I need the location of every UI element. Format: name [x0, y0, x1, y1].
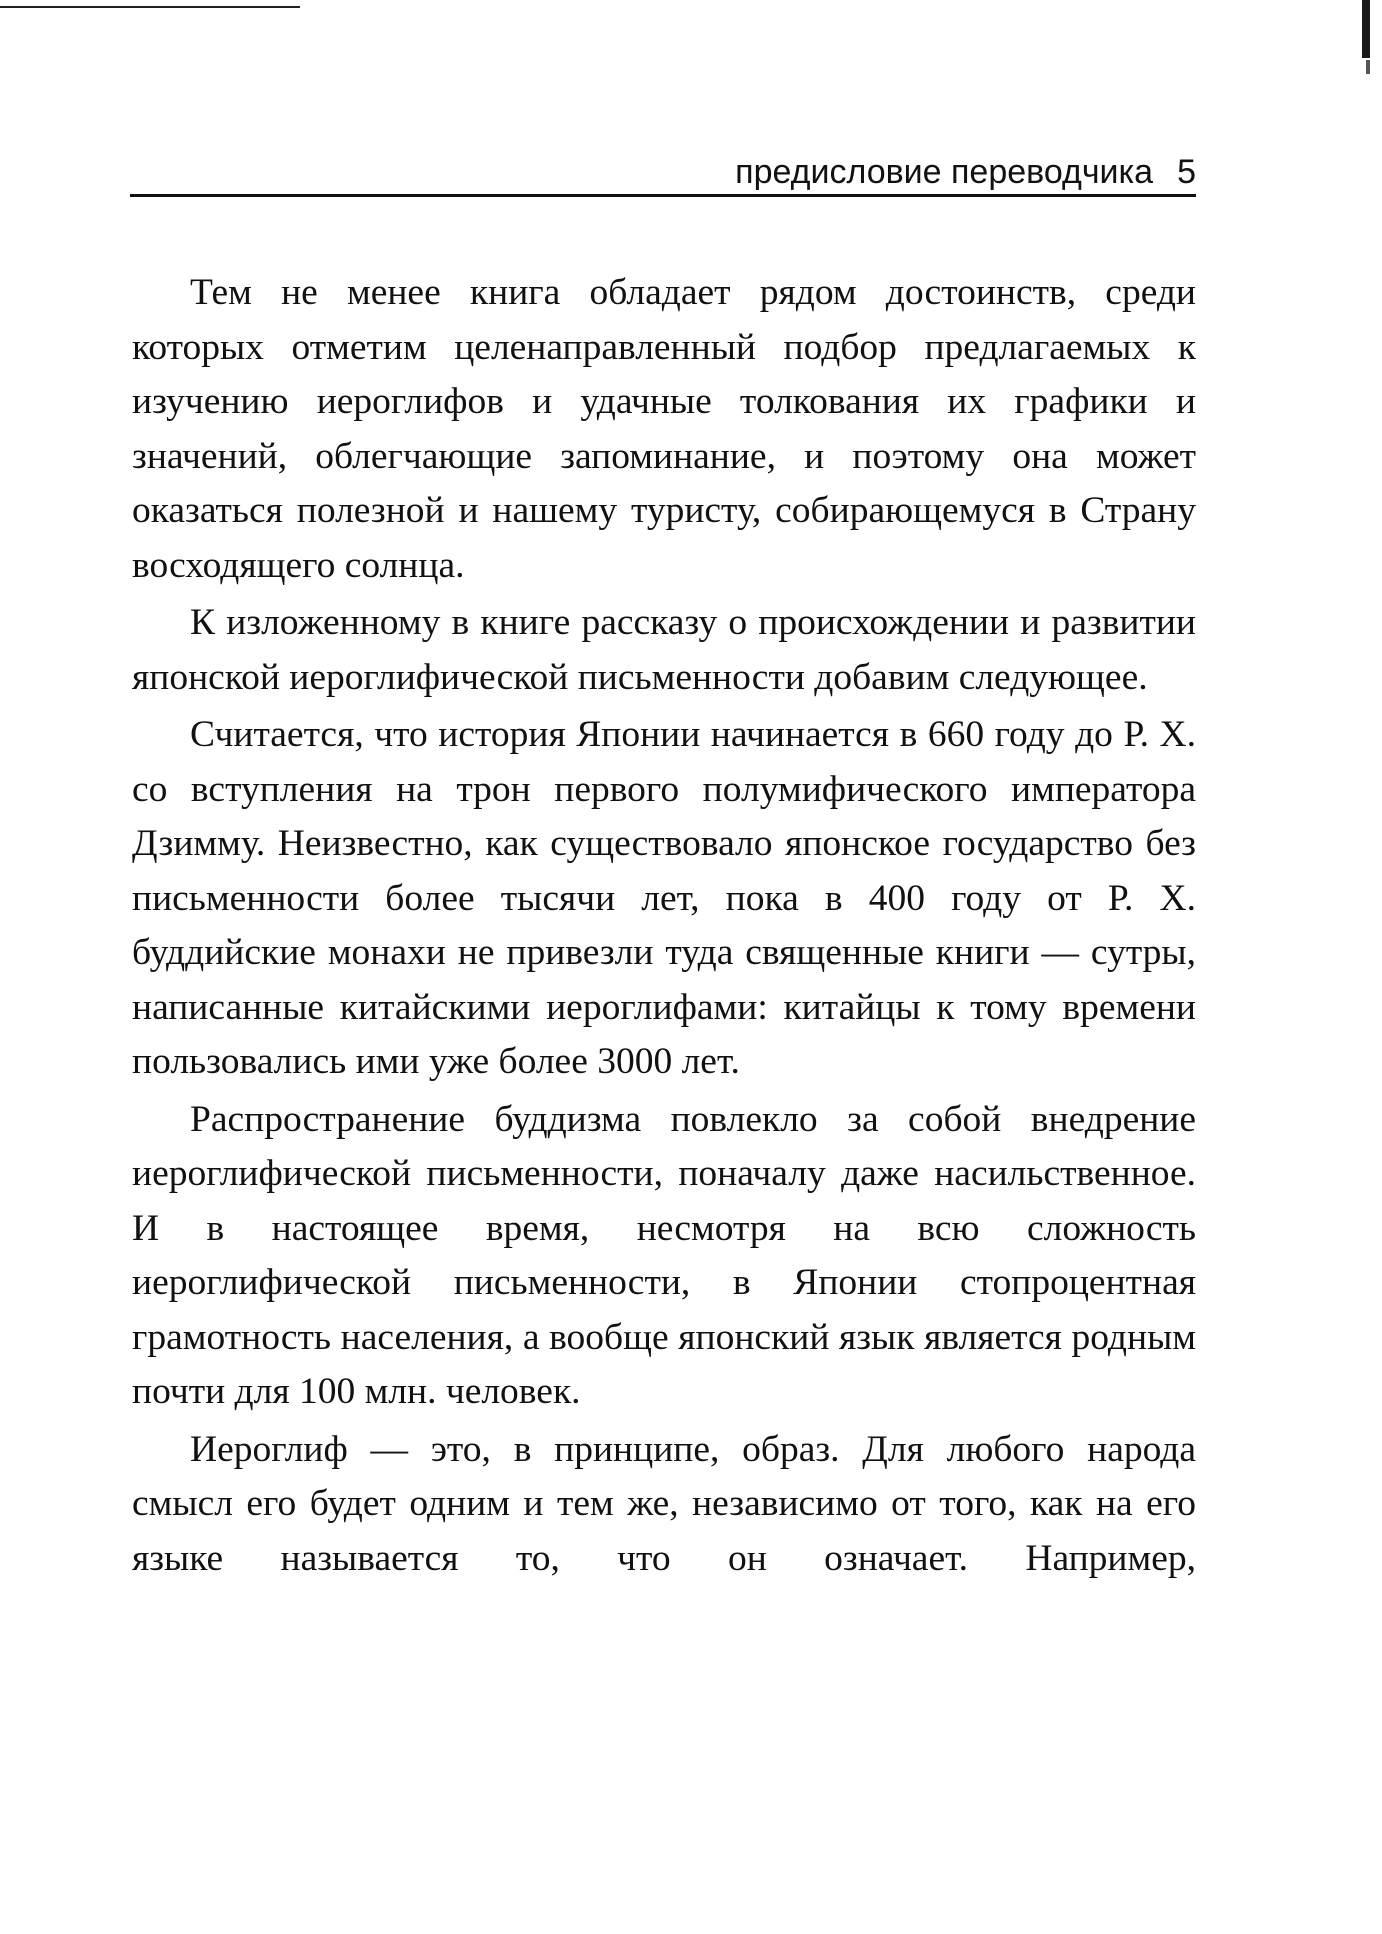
- body-text: [132, 266, 1196, 1589]
- header-title: предисловие переводчика: [735, 153, 1154, 191]
- binding-edge-speck: [1366, 60, 1370, 74]
- paragraph: Считается, что история Японии начинается в 660 году до Р. Х. со вступления на трон первого полумифического императора Дзимму. Неизвестно, как существовало японское государство без письменности более тысячи лет, пока в 400 году от Р. Х. буддийские монахи не привезли туда священные книги — сутры, написанные китайскими иероглифами: китайцы к тому времени пользовались ими уже более 3000 лет.: [132, 714, 1196, 1082]
- paragraph: К изложенному в книге рассказу о происхождении и развитии японской иероглифической письменности добавим следующее.: [132, 602, 1196, 698]
- binding-edge-mark: [1362, 0, 1370, 58]
- paragraph: Тем не менее книга обладает рядом достоинств, среди которых отметим целенаправленный подбор предлагаемых к изучению иероглифов и удачные толкования их графики и значений, облегчающие запоминание, и поэтому она может оказаться полезной и нашему туристу, собирающемуся в Страну восходящего солнца.: [132, 272, 1196, 586]
- paragraph: Распространение буддизма повлекло за собой внедрение иероглифической письменности, поначалу даже насильственное. И в настоящее время, несмотря на всю сложность иероглифической письменности, в Японии стопроцентная грамотность населения, а вообще японский язык является родным почти для 100 млн. человек.: [132, 1098, 1196, 1412]
- top-rule-fragment: [0, 6, 300, 8]
- page-number: 5: [1177, 153, 1196, 191]
- running-header: [130, 150, 1196, 197]
- paragraph: Иероглиф — это, в принципе, образ. Для любого народа смысл его будет одним и тем же, независимо от того, как на его языке называется то, что он означает. Например,: [132, 1428, 1196, 1579]
